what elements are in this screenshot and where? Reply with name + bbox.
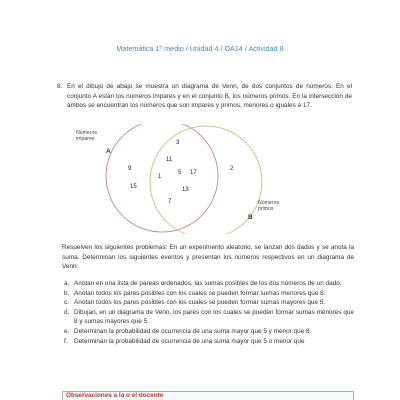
list-item xyxy=(62,327,354,337)
venn-circles xyxy=(80,124,320,234)
item-text: Dibujan, en un diagrama de Venn, los pares con los cuales se pueden formar sumas menores que 8 y sumas mayores que 5. xyxy=(74,308,354,326)
observations-box xyxy=(62,391,354,400)
circle-set-a xyxy=(106,124,218,232)
item-letter: c. xyxy=(64,299,69,307)
item-text: Anotan todos los pares posibles con los cuales se pueden formar sumas mayores que 5. xyxy=(74,299,326,307)
label-set-a: Números impares xyxy=(76,130,98,142)
list-item xyxy=(62,279,354,289)
page-header: Matemática 1º medio / Unidad 4 / OA14 / Actividad 8 xyxy=(116,44,284,53)
venn-number: 11 xyxy=(166,157,173,163)
item-text: Determinan la probabilidad de ocurrencia de una suma mayor que 5 y menor que 8. xyxy=(74,327,312,335)
venn-number: 7 xyxy=(168,199,172,205)
venn-number: 2 xyxy=(230,166,234,172)
list-item xyxy=(62,308,354,327)
observations-title: Observaciones a la o el docente xyxy=(66,392,164,399)
item-text: Determinan la probabilidad de ocurrencia de una suma mayor que 5 o menor que xyxy=(74,337,305,345)
list-item xyxy=(62,298,354,308)
venn-number: 1 xyxy=(158,174,162,180)
item-letter: f. xyxy=(64,337,68,345)
set-b-name: B xyxy=(248,214,253,221)
venn-number: 3 xyxy=(176,140,180,146)
venn-number: 13 xyxy=(182,187,189,193)
item-letter: a. xyxy=(64,280,70,287)
venn-number: 9 xyxy=(128,166,132,172)
question-8 xyxy=(57,82,352,111)
venn-number: 5 xyxy=(178,170,182,176)
venn-number: 15 xyxy=(130,184,137,190)
circle-set-b xyxy=(150,126,262,234)
item-text: Anotan en una lista de pareas ordenados, las sumas posibles de los dos números de un dado. xyxy=(74,280,342,287)
item-text: Anotan todos los pares posibles con los cuales se pueden formar sumas menores que 8. xyxy=(74,289,326,297)
venn-diagram xyxy=(76,124,320,234)
venn-number: 17 xyxy=(190,170,197,176)
label-set-b: Números primos xyxy=(258,200,280,212)
list-item xyxy=(62,337,354,347)
list-item xyxy=(62,289,354,299)
problem-items xyxy=(62,279,354,346)
question-text: En el dibujo de abajo se muestra un diagrama de Venn, de dos conjuntos de números. En el conjunto A están los números impares y en el conjunto B, los números primos. En la intersección de ambos se encuentran los números que son impares y primos, menores o iguales a 17. xyxy=(67,83,352,110)
question-number: 8. xyxy=(57,83,63,90)
item-letter: b. xyxy=(64,289,70,297)
problem-intro: Resuelven los siguientes problemas: En un experimento aleatorio, se lanzan dos dados y se anota la suma. Determinan los siguientes eventos y presentan los números respectivos en un diagrama de Venn: xyxy=(62,244,354,271)
item-letter: e. xyxy=(64,327,70,335)
set-a-name: A xyxy=(106,148,111,155)
item-letter: d. xyxy=(64,308,70,316)
